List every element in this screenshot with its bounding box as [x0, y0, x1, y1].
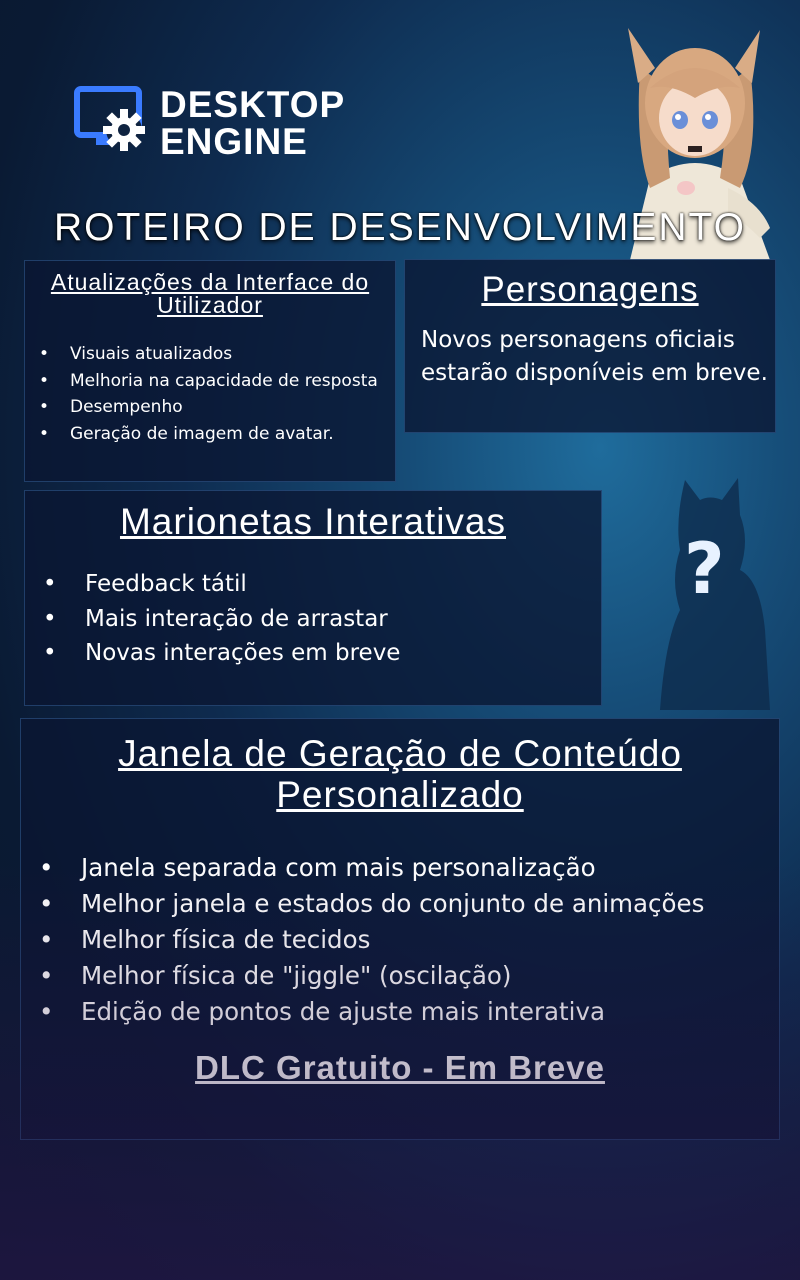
list-item: • Melhoria na capacidade de resposta — [39, 368, 395, 395]
list-item: • Novas interações em breve — [43, 636, 601, 671]
characters-text: Novos personagens oficiais estarão disponíveis em breve. — [421, 327, 768, 386]
custom-content-panel — [20, 718, 780, 1140]
list-item: • Edição de pontos de ajuste mais interativa — [39, 994, 779, 1030]
custom-content-list — [39, 850, 779, 1030]
brand-line-1: DESKTOP — [160, 84, 346, 125]
list-item: • Geração de imagem de avatar. — [39, 421, 395, 448]
characters-panel — [404, 259, 776, 433]
puppets-panel — [24, 490, 602, 706]
list-item: • Melhor janela e estados do conjunto de animações — [39, 886, 779, 922]
list-item: • Feedback tátil — [43, 567, 601, 602]
puppets-list — [43, 567, 601, 671]
page-title: ROTEIRO DE DESENVOLVIMENTO — [54, 206, 746, 249]
custom-content-title: Janela de Geração de Conteúdo Personalizado — [118, 733, 682, 815]
brand-name — [160, 86, 345, 160]
list-item: • Mais interação de arrastar — [43, 602, 601, 637]
brand-line-2: ENGINE — [160, 121, 308, 162]
question-mark-icon: ? — [684, 528, 725, 610]
list-item: • Desempenho — [39, 394, 395, 421]
ui-updates-list — [39, 341, 395, 447]
characters-title: Personagens — [481, 270, 699, 309]
puppets-title: Marionetas Interativas — [119, 501, 506, 542]
list-item: • Melhor física de tecidos — [39, 922, 779, 958]
list-item: • Janela separada com mais personalização — [39, 850, 779, 886]
brand-logo — [74, 86, 394, 166]
monitor-gear-icon — [74, 86, 156, 160]
ui-updates-title: Atualizações da Interface do Utilizador — [50, 269, 370, 318]
list-item: • Visuais atualizados — [39, 341, 395, 368]
list-item: • Melhor física de "jiggle" (oscilação) — [39, 958, 779, 994]
dlc-footer: DLC Gratuito - Em Breve — [195, 1049, 605, 1086]
ui-updates-panel — [24, 260, 396, 482]
